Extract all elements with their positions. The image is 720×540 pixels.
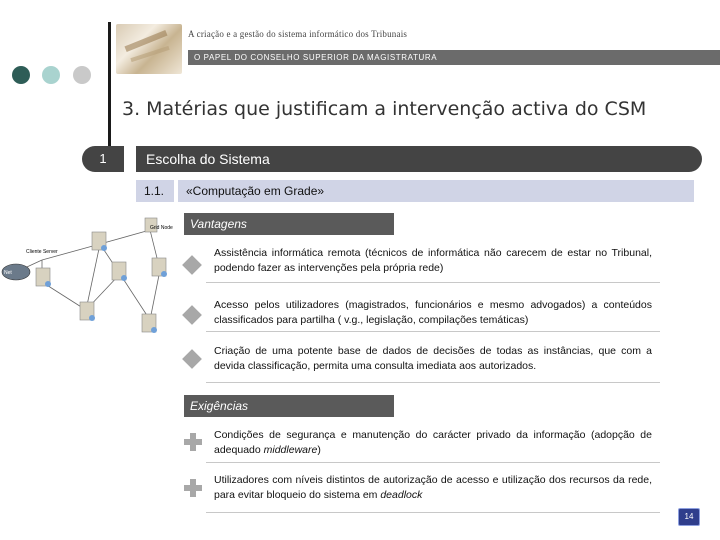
header-subtitle: O PAPEL DO CONSELHO SUPERIOR DA MAGISTRATURA xyxy=(188,50,720,65)
exigencia-text-end: ) xyxy=(317,444,321,456)
bullet-diamond-icon xyxy=(182,255,202,275)
header-divider xyxy=(108,22,111,152)
decor-dot-light xyxy=(42,66,60,84)
server-icons xyxy=(36,218,167,333)
divider xyxy=(206,382,660,383)
subsection-title: «Computação em Grade» xyxy=(178,180,694,202)
bullet-plus-icon xyxy=(184,479,202,497)
exigencia-emphasis: middleware xyxy=(263,444,318,456)
vantagem-item: Criação de uma potente base de dados de decisões de todas as instâncias, que com a devida classificação, permita uma consulta imediata aos autorizados. xyxy=(214,345,652,372)
grid-network-diagram xyxy=(0,210,180,360)
exigencia-text: Condições de segurança e manutenção do carácter privado da informação (adopção de adequado xyxy=(214,429,652,456)
section-number: 1 xyxy=(82,146,124,172)
header-title: A criação e a gestão do sistema informático dos Tribunais xyxy=(188,29,408,39)
divider xyxy=(206,512,660,513)
exigencia-text: Utilizadores com níveis distintos de autorização de acesso e utilização dos recursos da rede, para evitar bloqueio do sistema em xyxy=(214,474,652,501)
vantagens-label: Vantagens xyxy=(184,213,394,235)
vantagem-item: Acesso pelos utilizadores (magistrados, funcionários e mesmo advogados) a conteúdos classificados para partilha ( v.g., legislação, compilações temáticas) xyxy=(214,299,652,326)
client-server-label: Cliente Server xyxy=(26,249,58,255)
section-title: Escolha do Sistema xyxy=(136,146,702,172)
divider xyxy=(206,462,660,463)
bullet-diamond-icon xyxy=(182,349,202,369)
vantagem-item: Assistência informática remota (técnicos de informática não carecem de estar no Tribunal, podendo fazer as intervenções pela própria rede) xyxy=(214,247,652,274)
divider xyxy=(206,331,660,332)
slide-title: 3. Matérias que justificam a intervenção activa do CSM xyxy=(122,98,647,120)
bullet-plus-icon xyxy=(184,433,202,451)
decor-dot-grey xyxy=(73,66,91,84)
divider xyxy=(206,282,660,283)
exigencia-item xyxy=(214,428,652,458)
bullet-diamond-icon xyxy=(182,305,202,325)
exigencias-label: Exigências xyxy=(184,395,394,417)
exigencia-emphasis: deadlock xyxy=(380,489,423,501)
grid-node-label: Grid Node xyxy=(150,225,173,231)
header-image xyxy=(116,24,182,74)
page-number: 14 xyxy=(678,508,700,526)
decor-dot-dark xyxy=(12,66,30,84)
exigencia-item xyxy=(214,473,652,503)
cloud-label: Net xyxy=(4,270,12,276)
subsection-number: 1.1. xyxy=(136,180,174,202)
